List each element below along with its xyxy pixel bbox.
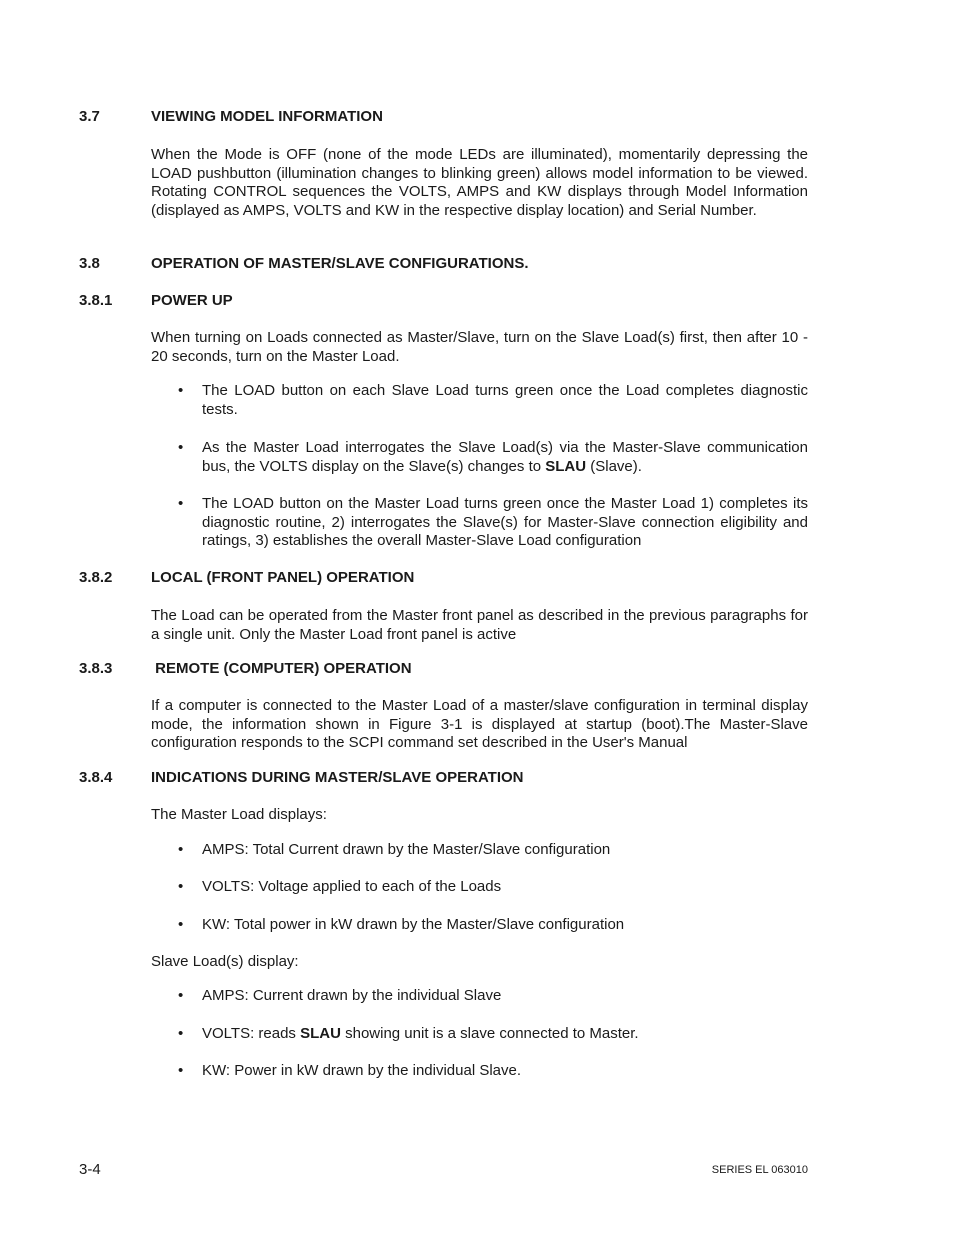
heading-3-8	[79, 255, 529, 273]
list-item	[178, 495, 808, 551]
bullet: •	[178, 439, 184, 456]
list-item-text: The LOAD button on each Slave Load turns green once the Load completes diagnostic tests.	[202, 382, 808, 418]
list-item-text: AMPS: Current drawn by the individual Slave	[202, 987, 502, 1004]
section-number: 3.8.1	[79, 292, 113, 309]
bullet: •	[178, 1062, 184, 1079]
list-item	[178, 841, 808, 860]
heading-3-8-3	[79, 660, 412, 678]
bullet: •	[178, 841, 184, 858]
bullet: •	[178, 878, 184, 895]
list-item-text: AMPS: Total Current drawn by the Master/Slave configuration	[202, 841, 611, 858]
slau-bold: SLAU	[300, 1025, 341, 1042]
bullet: •	[178, 382, 184, 399]
list-item-text: KW: Total power in kW drawn by the Master/Slave configuration	[202, 916, 625, 933]
section-title: OPERATION OF MASTER/SLAVE CONFIGURATIONS.	[151, 255, 529, 272]
heading-3-8-2	[79, 569, 414, 587]
list-item	[178, 878, 808, 897]
list-item-text: KW: Power in kW drawn by the individual Slave.	[202, 1062, 522, 1079]
paragraph: If a computer is connected to the Master Load of a master/slave configuration in terminal display mode, the information shown in Figure 3-1 is displayed at startup (boot).The Master-Slave configuration responds to the SCPI command set described in the User's Manual	[151, 697, 808, 752]
slau-bold: SLAU	[545, 457, 587, 475]
bullet: •	[178, 916, 184, 933]
list-item	[178, 987, 808, 1006]
paragraph: Slave Load(s) display:	[151, 953, 299, 970]
paragraph: When the Mode is OFF (none of the mode LEDs are illuminated), momentarily depressing the LOAD pushbutton (illumination changes to blinking green) allows model information to be viewed. Rotating CONTROL sequences the VOLTS, AMPS and KW displays through Model Information (displayed as AMPS, VOLTS and KW in the respective display location) and Serial Number.	[151, 146, 808, 219]
paragraph: When turning on Loads connected as Master/Slave, turn on the Slave Load(s) first, then after 10 - 20 seconds, turn on the Master Load.	[151, 329, 808, 365]
section-number: 3.8.2	[79, 569, 113, 586]
section-title: VIEWING MODEL INFORMATION	[151, 108, 383, 125]
list-item-text: VOLTS: reads SLAU showing unit is a slave connected to Master.	[202, 1025, 639, 1042]
list-item-text: VOLTS: Voltage applied to each of the Loads	[202, 878, 502, 895]
bullet: •	[178, 495, 184, 512]
list-item	[178, 916, 808, 935]
bullet: •	[178, 1025, 184, 1042]
heading-3-8-4	[79, 769, 524, 787]
list-item-text: As the Master Load interrogates the Slave Load(s) via the Master-Slave communication bus, the VOLTS display on the Slave(s) changes to SLAU (Slave).	[202, 439, 808, 475]
paragraph: The Load can be operated from the Master front panel as described in the previous paragraphs for a single unit. Only the Master Load front panel is active	[151, 607, 808, 643]
section-title: POWER UP	[151, 292, 233, 309]
paragraph: The Master Load displays:	[151, 806, 327, 823]
list-item	[178, 382, 808, 419]
bullet: •	[178, 987, 184, 1004]
section-title: LOCAL (FRONT PANEL) OPERATION	[151, 569, 415, 586]
heading-3-7	[79, 108, 383, 126]
list-item-text: The LOAD button on the Master Load turns green once the Master Load 1) completes its diagnostic routine, 2) interrogates the Slave(s) for Master-Slave connection eligibility and ratings, 3) establishes the overall Master-Slave Load configuration	[202, 495, 808, 550]
section-number: 3.7	[79, 108, 100, 125]
section-number: 3.8.4	[79, 769, 113, 786]
footer-series: SERIES EL 063010	[711, 1164, 808, 1176]
section-number: 3.8.3	[79, 660, 113, 677]
section-title: INDICATIONS DURING MASTER/SLAVE OPERATION	[151, 769, 524, 786]
page-number: 3-4	[79, 1161, 101, 1178]
heading-3-8-1	[79, 292, 233, 310]
section-title: REMOTE (COMPUTER) OPERATION	[151, 660, 412, 677]
list-item	[178, 1025, 808, 1044]
section-number: 3.8	[79, 255, 100, 272]
list-item	[178, 439, 808, 476]
list-item	[178, 1062, 808, 1081]
